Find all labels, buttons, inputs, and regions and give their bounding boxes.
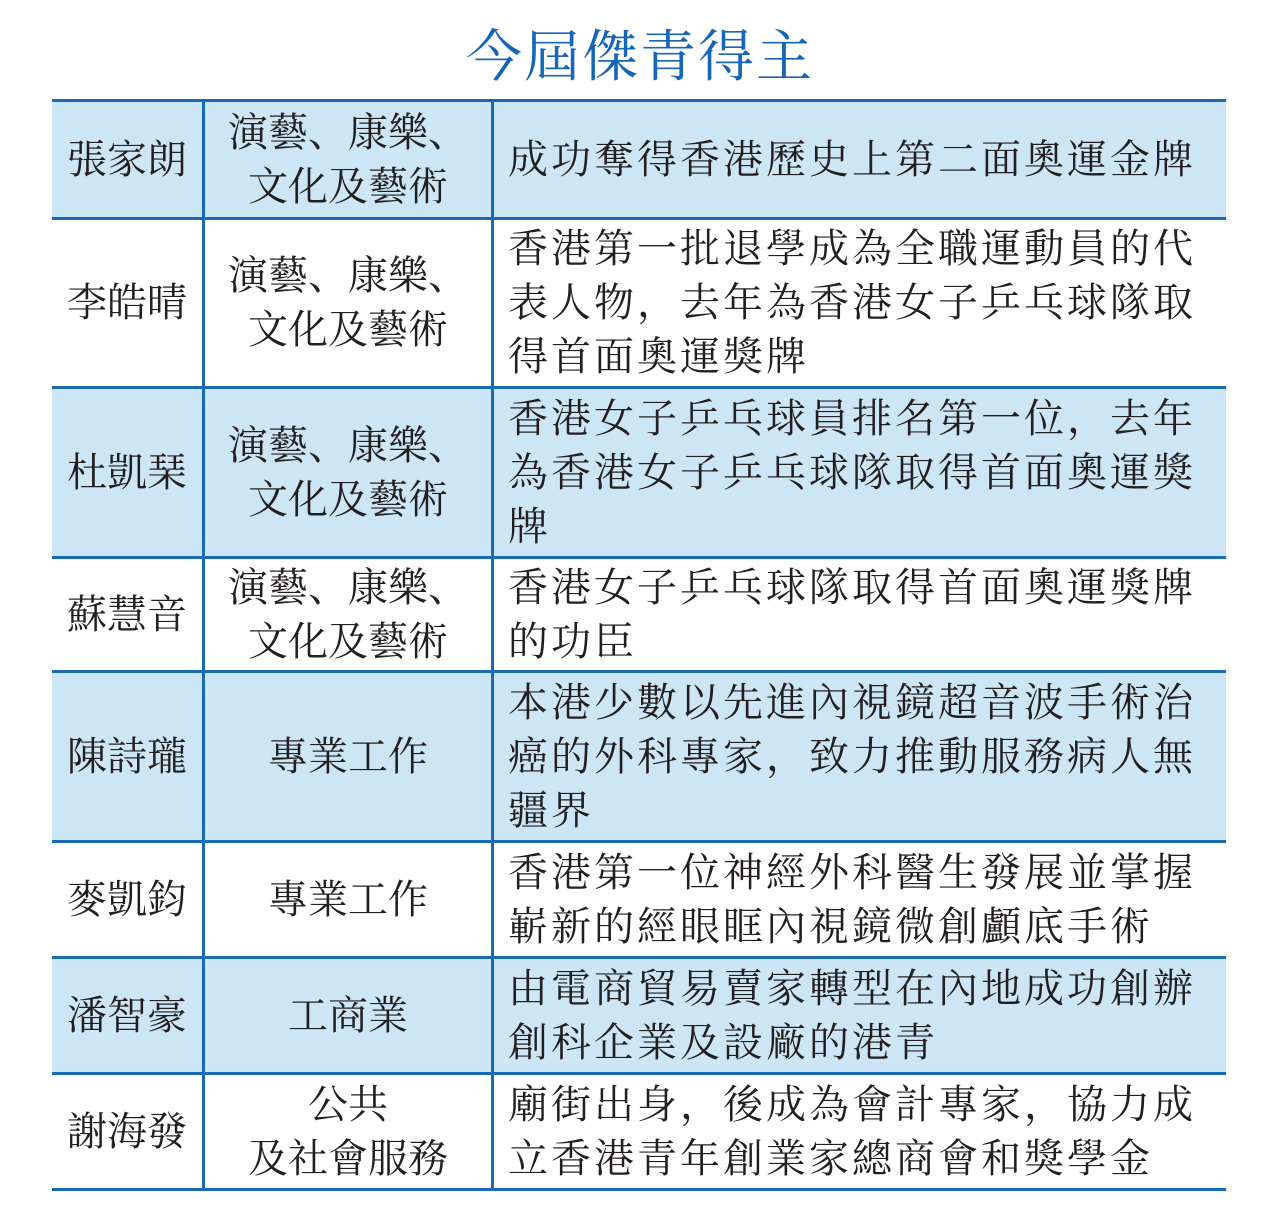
category-line: 演藝、康樂、 — [228, 422, 468, 469]
award-category — [204, 958, 493, 1074]
award-category — [204, 842, 493, 958]
category-line: 文化及藝術 — [248, 476, 448, 523]
category-line: 文化及藝術 — [248, 163, 448, 210]
winner-name: 麥凱鈞 — [52, 842, 204, 958]
achievement-description: 香港女子乒乓球員排名第一位，去年為香港女子乒乓球隊取得首面奧運獎牌 — [493, 388, 1227, 558]
category-line: 公共 — [308, 1081, 388, 1128]
table-row — [52, 388, 1226, 558]
category-line: 演藝、康樂、 — [228, 253, 468, 299]
category-line: 文化及藝術 — [248, 307, 448, 353]
category-line: 演藝、康樂、 — [228, 109, 468, 156]
category-line: 演藝、康樂、 — [228, 564, 468, 611]
category-line: 專業工作 — [268, 876, 428, 923]
table-row — [52, 958, 1226, 1074]
winner-name: 謝海發 — [52, 1074, 204, 1190]
achievement-description: 廟街出身，後成為會計專家，協力成立香港青年創業家總商會和獎學金 — [493, 1074, 1227, 1190]
table-row — [52, 842, 1226, 958]
achievement-description: 成功奪得香港歷史上第二面奧運金牌 — [493, 101, 1227, 219]
achievement-description: 香港第一位神經外科醫生發展並掌握嶄新的經眼眶內視鏡微創顱底手術 — [493, 842, 1227, 958]
table-row — [52, 1074, 1226, 1190]
table-row — [52, 672, 1226, 842]
achievement-description: 香港第一批退學成為全職運動員的代表人物，去年為香港女子乒乓球隊取得首面奧運獎牌 — [493, 219, 1227, 388]
page-title: 今屆傑青得主 — [466, 25, 814, 90]
winner-name: 李皓晴 — [52, 219, 204, 388]
category-line: 專業工作 — [268, 733, 428, 780]
category-line: 工商業 — [288, 992, 408, 1039]
table-row — [52, 558, 1226, 672]
winner-name: 陳詩瓏 — [52, 672, 204, 842]
winner-name: 蘇慧音 — [52, 558, 204, 672]
award-category — [204, 388, 493, 558]
category-line: 文化及藝術 — [248, 618, 448, 665]
award-category — [204, 101, 493, 219]
category-line: 及社會服務 — [248, 1135, 448, 1182]
table-row — [52, 101, 1226, 219]
table-row — [52, 219, 1226, 388]
award-category — [204, 558, 493, 672]
winner-name: 潘智豪 — [52, 958, 204, 1074]
achievement-description: 本港少數以先進內視鏡超音波手術治癌的外科專家，致力推動服務病人無疆界 — [493, 672, 1227, 842]
winners-table — [52, 99, 1226, 1191]
award-category — [204, 672, 493, 842]
winner-name: 張家朗 — [52, 101, 204, 219]
achievement-description: 由電商貿易賣家轉型在內地成功創辦創科企業及設廠的港青 — [493, 958, 1227, 1074]
achievement-description: 香港女子乒乓球隊取得首面奧運獎牌的功臣 — [493, 558, 1227, 672]
winner-name: 杜凱琹 — [52, 388, 204, 558]
award-category — [204, 219, 493, 388]
award-category — [204, 1074, 493, 1190]
